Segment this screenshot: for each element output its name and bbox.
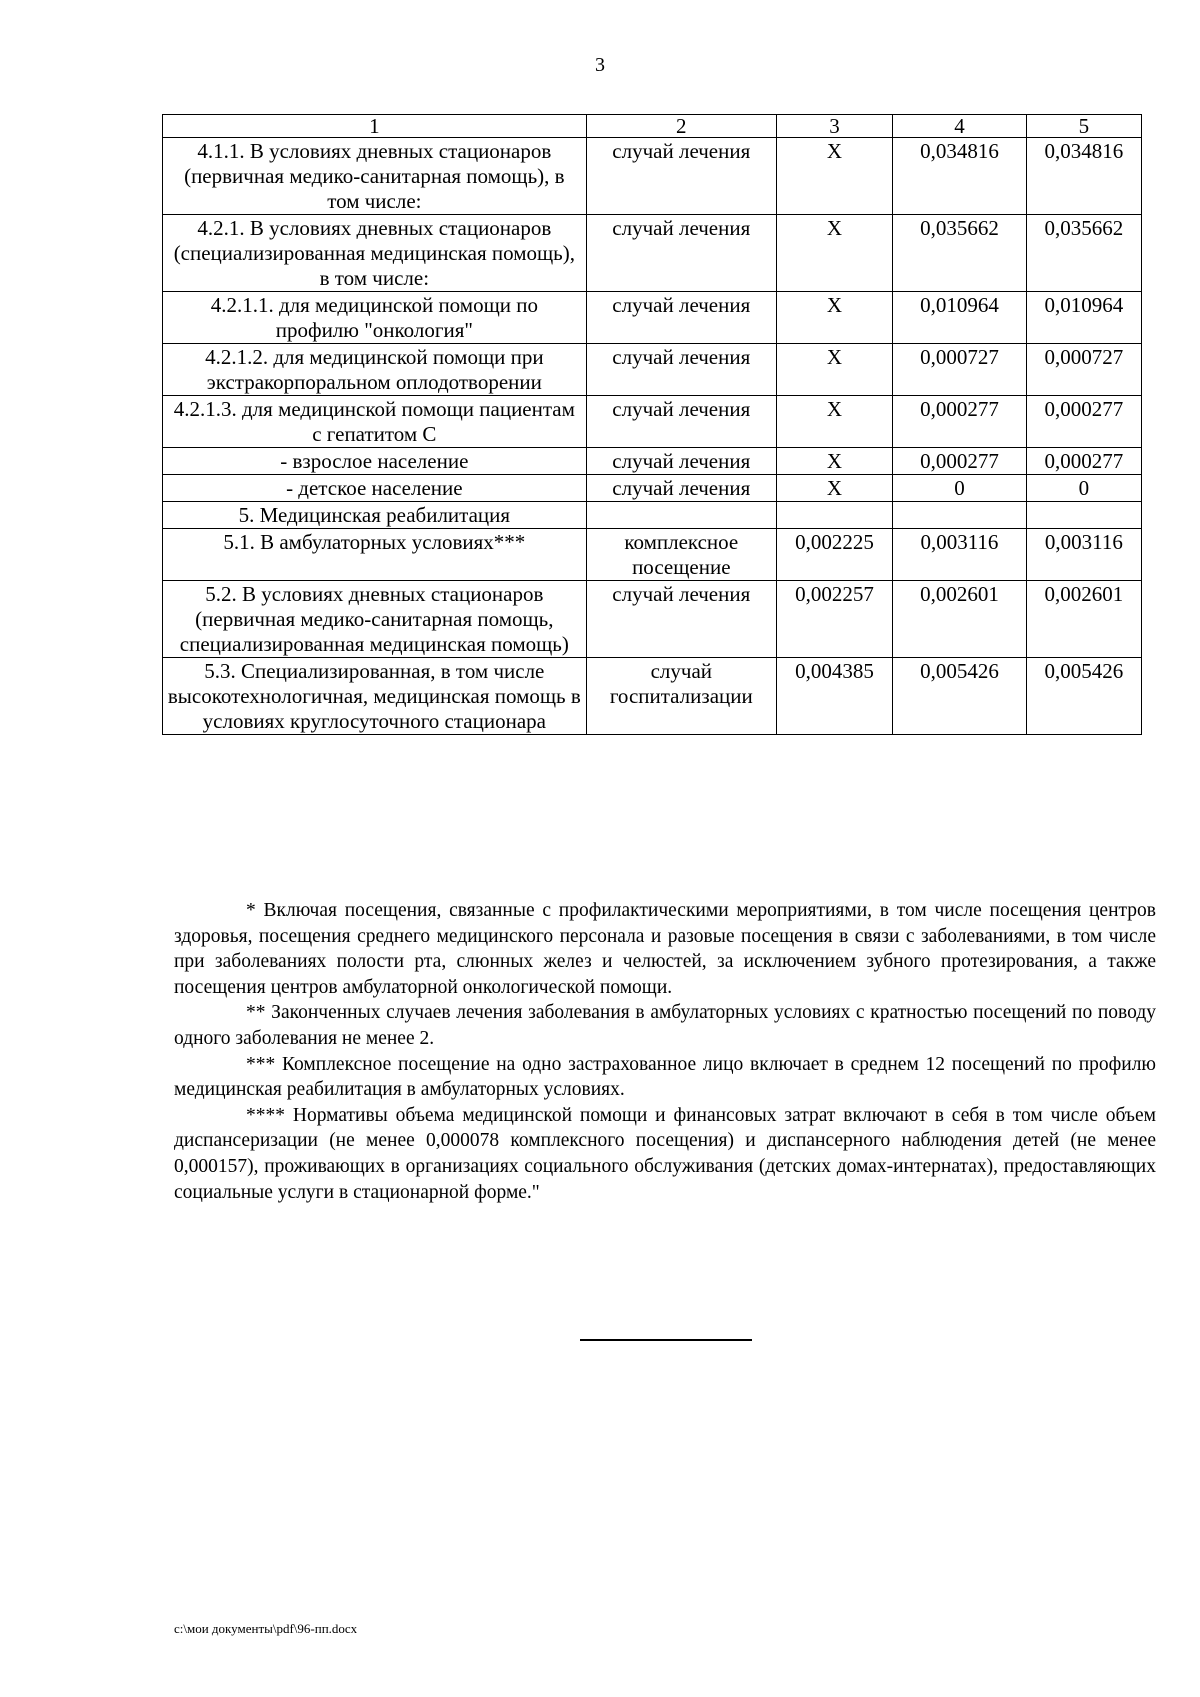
value-cell: X: [776, 138, 892, 215]
value-cell: 0,000277: [1026, 448, 1141, 475]
table-row: [163, 215, 1142, 292]
value-cell: X: [776, 344, 892, 396]
value-cell: 0,000277: [1026, 396, 1141, 448]
value-cell: X: [776, 448, 892, 475]
footnote: *** Комплексное посещение на одно застрахованное лицо включает в среднем 12 посещений по профилю медицинская реабилитация в амбулаторных условиях.: [174, 1053, 1156, 1101]
value-cell: 0,000277: [893, 448, 1027, 475]
value-cell: 0,000727: [1026, 344, 1141, 396]
unit-cell: случай лечения: [586, 448, 776, 475]
unit-cell: случай лечения: [586, 344, 776, 396]
table-row: [163, 292, 1142, 344]
value-cell: 0,002225: [776, 529, 892, 581]
column-header: 5: [1026, 115, 1141, 138]
value-cell: 0,000277: [893, 396, 1027, 448]
unit-cell: случай лечения: [586, 215, 776, 292]
footnotes: [174, 898, 1156, 1205]
value-cell: [1026, 502, 1141, 529]
row-label: 5.2. В условиях дневных стационаров (первичная медико-санитарная помощь, специализированная медицинская помощь): [163, 581, 587, 658]
table-row: [163, 448, 1142, 475]
footnote: **** Нормативы объема медицинской помощи и финансовых затрат включают в себя в том числе объем диспансеризации (не менее 0,000078 комплексного посещения) и диспансерного наблюдения детей (не менее 0,000157), проживающих в организациях социального обслуживания (детских домах-интернатах), предоставляющих социальные услуги в стационарной форме.": [174, 1104, 1156, 1203]
column-header: 4: [893, 115, 1027, 138]
row-label: 4.2.1. В условиях дневных стационаров (специализированная медицинская помощь), в том числе:: [163, 215, 587, 292]
table-header-row: [163, 115, 1142, 138]
footnote: * Включая посещения, связанные с профилактическими мероприятиями, в том числе посещения центров здоровья, посещения среднего медицинского персонала и разовые посещения в связи с заболеваниями, в том числе при заболеваниях полости рта, слюнных желез и челюстей, за исключением зубного протезирования, а также посещения центров амбулаторной онкологической помощи.: [174, 900, 1156, 998]
value-cell: 0,034816: [1026, 138, 1141, 215]
unit-cell: случай лечения: [586, 396, 776, 448]
row-label: 4.2.1.3. для медицинской помощи пациентам с гепатитом С: [163, 396, 587, 448]
value-cell: 0,004385: [776, 658, 892, 735]
unit-cell: случай лечения: [586, 581, 776, 658]
value-cell: 0,002601: [893, 581, 1027, 658]
value-cell: 0: [1026, 475, 1141, 502]
row-label: 5. Медицинская реабилитация: [163, 502, 587, 529]
row-label: 5.3. Специализированная, в том числе высокотехнологичная, медицинская помощь в условиях круглосуточного стационара: [163, 658, 587, 735]
value-cell: X: [776, 396, 892, 448]
table-row: [163, 396, 1142, 448]
row-label: - детское население: [163, 475, 587, 502]
end-rule: [580, 1339, 752, 1341]
row-label: 5.1. В амбулаторных условиях***: [163, 529, 587, 581]
value-cell: 0,000727: [893, 344, 1027, 396]
row-label: - взрослое население: [163, 448, 587, 475]
value-cell: 0,005426: [1026, 658, 1141, 735]
value-cell: X: [776, 475, 892, 502]
unit-cell: случай лечения: [586, 292, 776, 344]
unit-cell: [586, 502, 776, 529]
table-row: [163, 529, 1142, 581]
table-row: [163, 658, 1142, 735]
value-cell: [893, 502, 1027, 529]
table-row: [163, 581, 1142, 658]
norms-table: [162, 114, 1142, 735]
value-cell: 0,010964: [893, 292, 1027, 344]
value-cell: 0,005426: [893, 658, 1027, 735]
column-header: 3: [776, 115, 892, 138]
value-cell: 0,003116: [1026, 529, 1141, 581]
column-header: 2: [586, 115, 776, 138]
row-label: 4.2.1.1. для медицинской помощи по профилю "онкология": [163, 292, 587, 344]
footnote: ** Законченных случаев лечения заболевания в амбулаторных условиях с кратностью посещений по поводу одного заболевания не менее 2.: [174, 1002, 1156, 1049]
table-row: [163, 138, 1142, 215]
value-cell: 0,035662: [893, 215, 1027, 292]
table-row: [163, 502, 1142, 529]
row-label: 4.2.1.2. для медицинской помощи при экстракорпоральном оплодотворении: [163, 344, 587, 396]
table-row: [163, 344, 1142, 396]
value-cell: [776, 502, 892, 529]
page-number: 3: [595, 54, 605, 76]
row-label: 4.1.1. В условиях дневных стационаров (первичная медико-санитарная помощь), в том числе:: [163, 138, 587, 215]
table-row: [163, 475, 1142, 502]
value-cell: 0: [893, 475, 1027, 502]
file-path: c:\мои документы\pdf\96-пп.docx: [174, 1621, 358, 1636]
value-cell: 0,034816: [893, 138, 1027, 215]
unit-cell: комплексное посещение: [586, 529, 776, 581]
value-cell: 0,035662: [1026, 215, 1141, 292]
value-cell: 0,002257: [776, 581, 892, 658]
value-cell: 0,003116: [893, 529, 1027, 581]
unit-cell: случай лечения: [586, 138, 776, 215]
value-cell: 0,010964: [1026, 292, 1141, 344]
value-cell: X: [776, 215, 892, 292]
unit-cell: случай госпитализации: [586, 658, 776, 735]
column-header: 1: [163, 115, 587, 138]
value-cell: 0,002601: [1026, 581, 1141, 658]
value-cell: X: [776, 292, 892, 344]
unit-cell: случай лечения: [586, 475, 776, 502]
